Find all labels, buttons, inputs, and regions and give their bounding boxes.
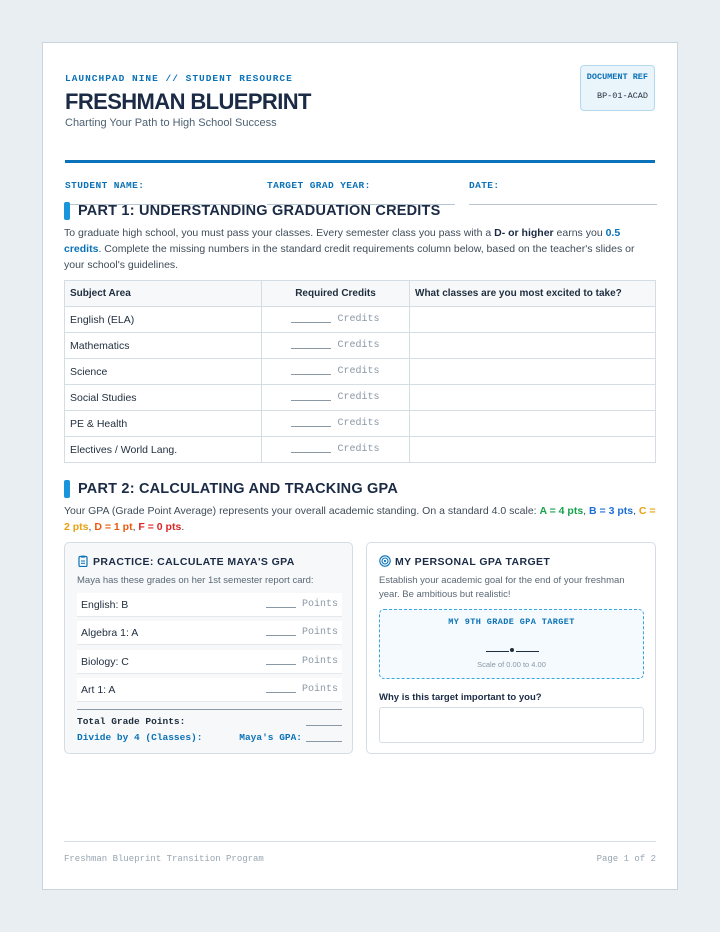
blank-line [266,692,296,693]
separator: , [583,505,590,517]
points-unit: Points [301,656,338,667]
grade-d-points: D = 1 pt [94,521,133,533]
blank-line [306,725,342,726]
target-title: MY PERSONAL GPA TARGET [395,556,551,568]
points-unit: Points [301,627,338,638]
credits-unit: Credits [337,418,380,429]
credits-input-cell[interactable] [262,359,410,385]
total-points-label: Total Grade Points: [77,716,186,727]
excited-classes-cell[interactable] [410,385,656,411]
decimal-point [510,648,514,652]
section-accent-bar [64,202,70,220]
clipboard-icon [77,555,89,567]
subject-cell: Mathematics [65,333,262,359]
subject-cell: English (ELA) [65,307,262,333]
col-required-credits: Required Credits [262,281,410,307]
practice-card [64,542,353,754]
blank-line [486,651,509,652]
credits-input-cell[interactable] [262,307,410,333]
blank-line [516,651,539,652]
target-intro: Establish your academic goal for the end of your freshman year. Be ambitious but realistic! [379,575,625,600]
blank-line [306,741,342,742]
blank-line [291,400,331,401]
grade-row [77,678,342,702]
grade-row [77,650,342,674]
document-ref-value: BP-01-ACAD [596,91,648,101]
col-subject-area: Subject Area [65,281,262,307]
table-row [65,307,656,333]
gpa-row [77,732,342,748]
target-title-row [379,555,550,568]
table-row [65,385,656,411]
page-number: Page 1 of 2 [596,854,656,864]
part1-text-3: . Complete the missing numbers in the standard credit requirements column below, based on the teacher's slides or your school's guidelines. [64,243,635,271]
points-input[interactable] [266,627,338,638]
blank-line [266,607,296,608]
part1-title: PART 1: UNDERSTANDING GRADUATION CREDITS [78,203,441,219]
grade-a-points: A = 4 pts [539,505,584,517]
credits-unit: Credits [337,444,380,455]
points-input[interactable] [266,656,338,667]
credits-input-cell[interactable] [262,333,410,359]
page-title: FRESHMAN BLUEPRINT [65,89,311,114]
part1-intro [64,225,656,273]
points-unit: Points [301,599,338,610]
excited-classes-cell[interactable] [410,333,656,359]
table-row [65,359,656,385]
separator: , [633,505,639,517]
points-unit: Points [301,684,338,695]
target-box-label: MY 9TH GRADE GPA TARGET [448,617,575,627]
target-icon [379,555,391,567]
divide-label: Divide by 4 (Classes): [77,732,203,743]
target-grad-year-label: TARGET GRAD YEAR: [267,180,371,191]
blank-line [291,374,331,375]
blank-line [291,452,331,453]
gpa-target-card [366,542,656,754]
gpa-target-input-box[interactable] [379,609,644,679]
section-accent-bar [64,480,70,498]
period: . [181,521,185,533]
points-input[interactable] [266,684,338,695]
points-input[interactable] [266,599,338,610]
practice-totals [77,709,342,748]
table-row [65,437,656,463]
part2-intro [64,503,656,535]
grade-f-points: F = 0 pts [138,521,182,533]
excited-classes-cell[interactable] [410,437,656,463]
separator: , [88,521,95,533]
credits-input-cell[interactable] [262,411,410,437]
credits-unit: Credits [337,366,380,377]
part1-text-2: earns you [553,227,606,239]
blank-line [291,322,331,323]
practice-title: PRACTICE: CALCULATE MAYA'S GPA [93,556,295,568]
blank-line [291,426,331,427]
part1-text-bold: D- or higher [494,227,554,239]
separator: , [132,521,139,533]
subject-cell: Electives / World Lang. [65,437,262,463]
footer [64,841,656,864]
part1-text-1: To graduate high school, you must pass your classes. Every semester class you pass with a [64,227,495,239]
grade-row [77,593,342,617]
practice-title-row [77,555,295,568]
document-ref-label: DOCUMENT REF [586,72,648,82]
date-label: DATE: [469,180,500,191]
grade-label: Biology: C [81,656,129,668]
gpa-target-blank [380,643,643,655]
grade-b-points: B = 3 pts [589,505,634,517]
grade-row [77,621,342,645]
gpa-input[interactable] [239,732,342,743]
table-row [65,411,656,437]
scale-note: Scale of 0.00 to 4.00 [477,660,546,669]
credits-input-cell[interactable] [262,437,410,463]
grade-c-points: C = 2 pts [64,505,656,533]
blank-line [266,664,296,665]
blank-line [266,635,296,636]
col-excited-classes: What classes are you most excited to take? [410,281,656,307]
practice-intro: Maya has these grades on her 1st semester report card: [77,575,314,586]
gpa-label: Maya's GPA: [239,732,302,743]
page-subtitle: Charting Your Path to High School Success [65,117,277,129]
excited-classes-cell[interactable] [410,359,656,385]
grade-label: Art 1: A [81,684,116,696]
page-content [42,42,678,890]
part2-text: Your GPA (Grade Point Average) represents your overall academic standing. On a standard 4.0 scale: [64,505,540,517]
credits-unit: Credits [337,392,380,403]
credits-unit: Credits [337,314,380,325]
credits-unit: Credits [337,340,380,351]
why-answer-box[interactable] [379,707,644,743]
subject-cell: Social Studies [65,385,262,411]
table-header-row [65,281,656,307]
excited-classes-cell[interactable] [410,307,656,333]
grade-label: Algebra 1: A [81,627,139,639]
why-label: Why is this target important to you? [379,692,542,703]
eyebrow: LAUNCHPAD NINE // STUDENT RESOURCE [65,73,293,84]
footer-program: Freshman Blueprint Transition Program [64,854,264,864]
blank-line [291,348,331,349]
subject-cell: Science [65,359,262,385]
total-points-input[interactable] [302,716,342,727]
total-points-row [77,716,342,732]
credits-input-cell[interactable] [262,385,410,411]
grade-label: English: B [81,599,129,611]
credits-table [64,280,656,463]
part2-title: PART 2: CALCULATING AND TRACKING GPA [78,481,399,497]
student-name-label: STUDENT NAME: [65,180,145,191]
part1-text-accent: 0.5 credits [64,227,621,255]
excited-classes-cell[interactable] [410,411,656,437]
table-row [65,333,656,359]
subject-cell: PE & Health [65,411,262,437]
